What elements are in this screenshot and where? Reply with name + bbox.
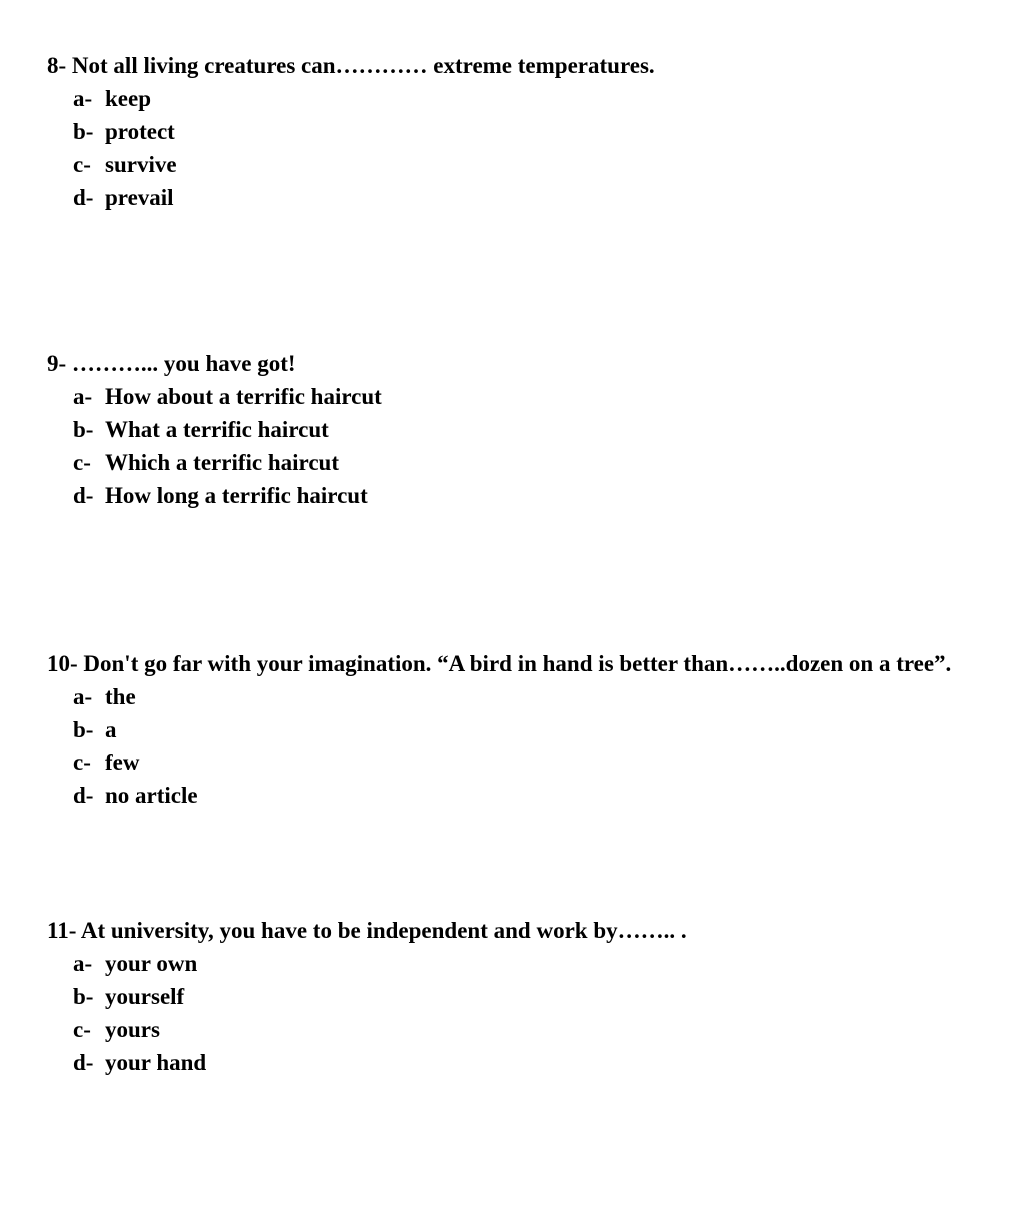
option-c: [0, 446, 1025, 479]
option-c: [0, 148, 1025, 181]
option-letter: a-: [73, 86, 93, 111]
option-text: yourself: [105, 984, 185, 1009]
option-letter: b-: [73, 984, 94, 1009]
option-a: [0, 947, 1025, 980]
question-11-options: [0, 947, 1025, 1079]
question-11-stem: 11- At university, you have to be independent and work by…….. .: [47, 918, 687, 943]
option-d: [0, 779, 1025, 812]
option-text: your own: [105, 951, 198, 976]
question-11: [0, 914, 1025, 1079]
option-text: a: [105, 717, 117, 742]
option-d: [0, 1046, 1025, 1079]
option-c: [0, 746, 1025, 779]
option-text: prevail: [105, 185, 174, 210]
option-text: no article: [105, 783, 198, 808]
option-letter: c-: [73, 750, 91, 775]
option-letter: a-: [73, 684, 93, 709]
option-letter: a-: [73, 384, 93, 409]
option-letter: c-: [73, 450, 91, 475]
option-b: [0, 413, 1025, 446]
question-10: [0, 647, 1025, 812]
option-c: [0, 1013, 1025, 1046]
option-b: [0, 115, 1025, 148]
option-letter: b-: [73, 119, 94, 144]
option-text: keep: [105, 86, 151, 111]
option-text: yours: [105, 1017, 160, 1042]
option-text: few: [105, 750, 140, 775]
question-10-options: [0, 680, 1025, 812]
option-text: the: [105, 684, 136, 709]
option-text: How long a terrific haircut: [105, 483, 368, 508]
option-d: [0, 181, 1025, 214]
option-letter: b-: [73, 417, 94, 442]
option-letter: a-: [73, 951, 93, 976]
option-text: What a terrific haircut: [105, 417, 329, 442]
question-8: [0, 49, 1025, 214]
option-letter: d-: [73, 1050, 94, 1075]
option-text: How about a terrific haircut: [105, 384, 382, 409]
option-text: Which a terrific haircut: [105, 450, 339, 475]
option-b: [0, 713, 1025, 746]
option-text: survive: [105, 152, 177, 177]
option-letter: b-: [73, 717, 94, 742]
question-9-options: [0, 380, 1025, 512]
option-letter: d-: [73, 483, 94, 508]
question-10-stem: 10- Don't go far with your imagination. “A bird in hand is better than……..dozen on a tree”.: [47, 651, 952, 676]
option-a: [0, 82, 1025, 115]
option-d: [0, 479, 1025, 512]
option-text: your hand: [105, 1050, 207, 1075]
option-letter: c-: [73, 152, 91, 177]
option-letter: c-: [73, 1017, 91, 1042]
option-a: [0, 380, 1025, 413]
question-8-options: [0, 82, 1025, 214]
option-b: [0, 980, 1025, 1013]
option-text: protect: [105, 119, 175, 144]
option-a: [0, 680, 1025, 713]
question-9: [0, 347, 1025, 512]
option-letter: d-: [73, 783, 94, 808]
question-8-stem: 8- Not all living creatures can………… extreme temperatures.: [47, 53, 655, 78]
question-9-stem: 9- ………... you have got!: [47, 351, 296, 376]
option-letter: d-: [73, 185, 94, 210]
